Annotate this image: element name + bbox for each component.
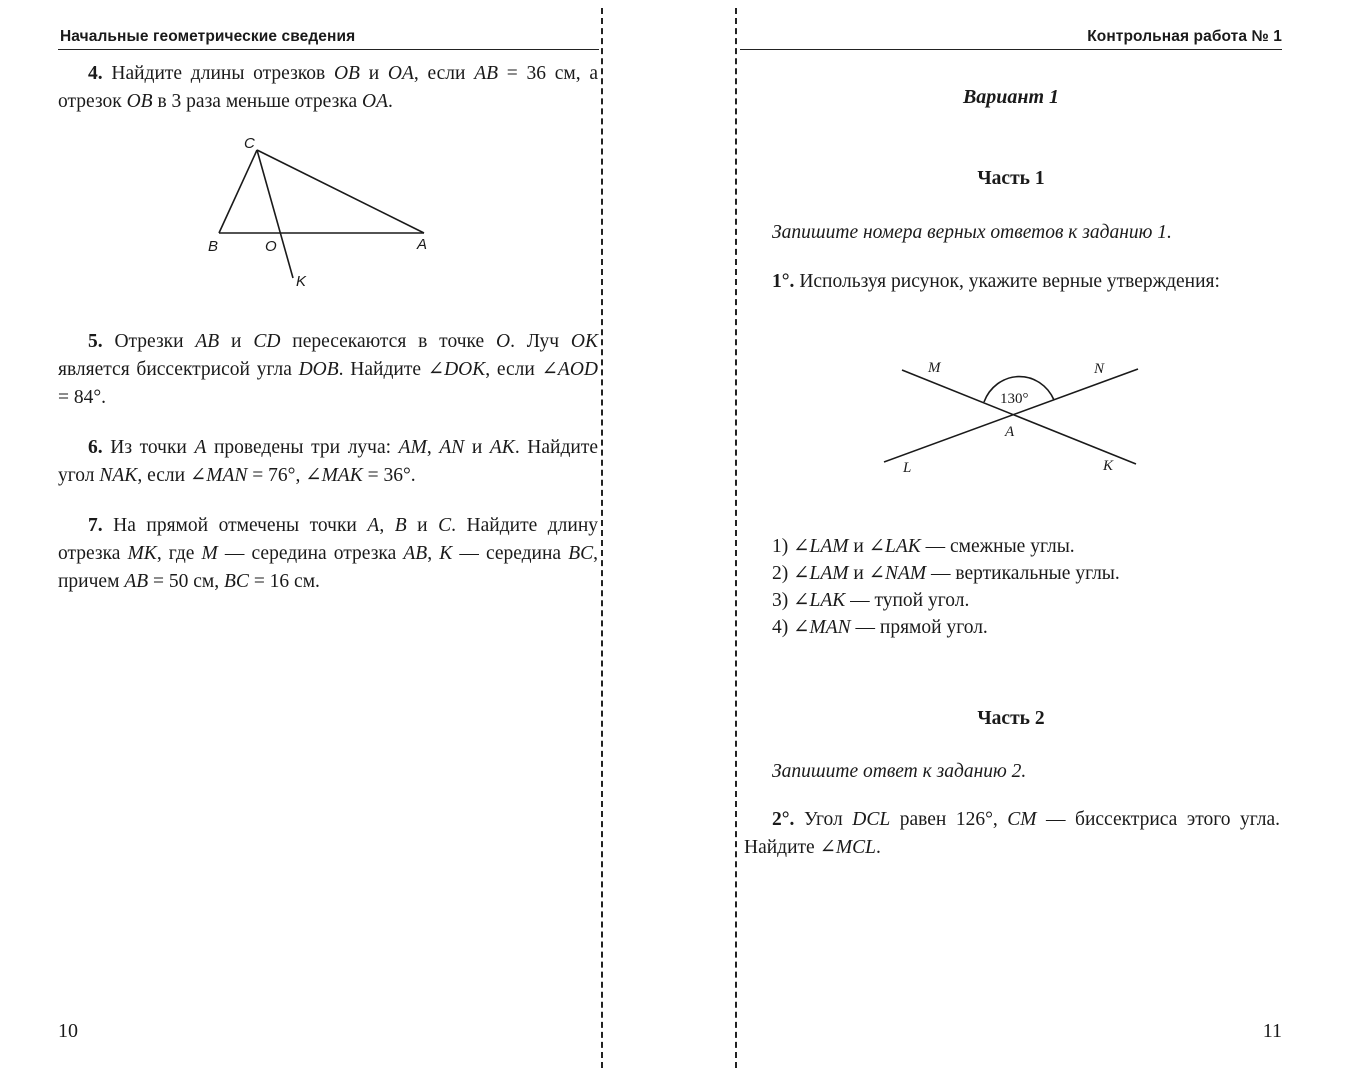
answer-option: 4) ∠MAN — прямой угол. [772,617,988,638]
label-k: K [1103,458,1114,474]
line-mk [902,370,1136,464]
task-4-number: 4. [88,63,103,84]
triangle-figure [0,0,676,320]
label-n: N [1094,361,1105,377]
answer-option: 2) ∠LAM и ∠NAM — вертикальные углы. [772,563,1120,584]
label-o: O [265,238,277,255]
part-1-title: Часть 1 [977,168,1045,189]
task-5-number: 5. [88,331,103,352]
label-a: A [1005,424,1015,440]
label-a: A [417,236,428,253]
task-6-number: 6. [88,437,103,458]
left-running-header: Начальные геометрические сведения [60,28,356,45]
right-running-header: Контрольная работа № 1 [1087,28,1282,45]
task-6: 6. Из точки A проведены три луча: AM, AN и AK. Найдите угол NAK, если ∠MAN = 76°, ∠MAK = 36°. [58,437,599,486]
right-page [676,0,1352,1080]
line-ln [884,369,1138,462]
label-l: L [903,460,912,476]
angle-label: 130° [1000,391,1029,407]
right-cut-line [735,8,737,1068]
left-page-number: 10 [58,1020,78,1042]
part-1-instruction: Запишите номера верных ответов к заданию 1. [772,222,1172,243]
label-k: K [296,273,307,290]
task-1: 1°. Используя рисунок, укажите верные утверждения: [772,271,1220,292]
answer-option: 1) ∠LAM и ∠LAK — смежные углы. [772,536,1075,557]
intersecting-lines-figure [676,340,1352,490]
part-2-title: Часть 2 [977,708,1045,729]
task-1-number: 1°. [772,271,795,292]
variant-title: Вариант 1 [962,86,1060,108]
answer-option: 3) ∠LAK — тупой угол. [772,590,970,611]
right-header-rule [740,49,1282,50]
label-c: C [244,135,255,152]
task-7: 7. На прямой отмечены точки A, B и C. Найдите длину отрезка MK, где M — середина отрезка AB, K — середина BC, причем AB = 50 см, BC = 16 см. [58,515,599,592]
task-4: 4. Найдите длины отрезков OB и OA, если AB = 36 см, а отрезок OB в 3 раза меньше отрезка OA. [58,63,599,112]
task-2: 2°. Угол DCL равен 126°, CM — биссектриса этого угла. Найдите ∠MCL. [744,809,1281,858]
right-page-number: 11 [1262,1020,1282,1042]
label-b: B [208,238,219,255]
part-2-instruction: Запишите ответ к заданию 2. [772,761,1027,782]
label-m: M [928,360,941,376]
segment-cb [219,150,257,233]
ray-ck [257,150,293,278]
task-2-number: 2°. [772,809,795,830]
task-7-number: 7. [88,515,103,536]
task-5: 5. Отрезки AB и CD пересекаются в точке O. Луч OK является биссектрисой угла DOB. Найдите ∠DOK, если ∠AOD = 84°. [58,331,599,408]
segment-ca [257,150,424,233]
